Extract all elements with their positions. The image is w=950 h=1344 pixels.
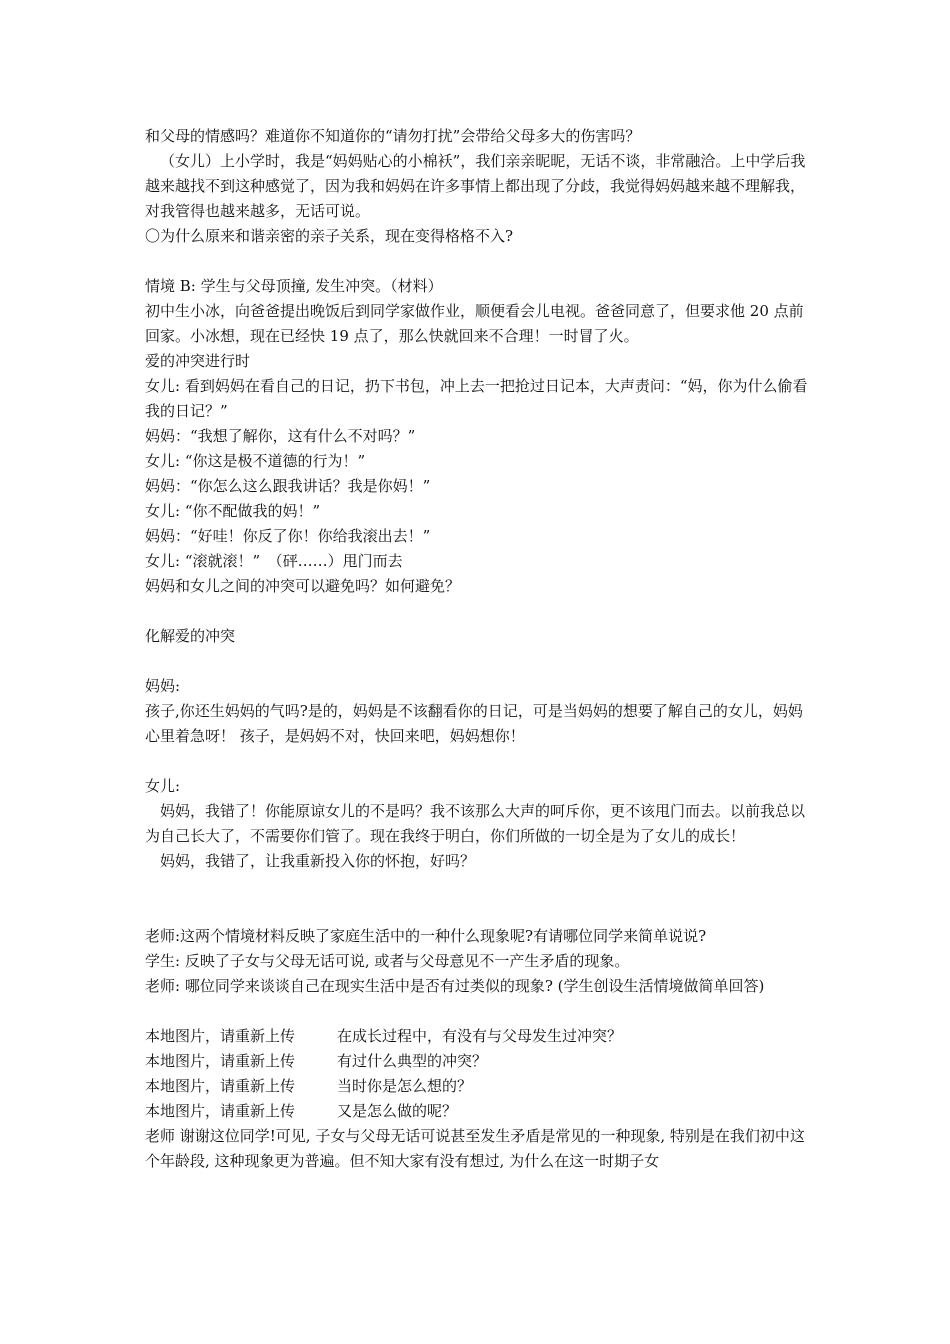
paragraph: 和父母的情感吗？难道你不知道你的“请勿打扰”会带给父母多大的伤害吗？ <box>145 127 641 145</box>
paragraph: 老师 谢谢这位同学!可见, 子女与父母无话可说甚至发生矛盾是常见的一种现象, 特别是在我们初中这个年龄段, 这种现象更为普遍。但不知大家有没有想过, 为什么在这一时期子女 <box>145 1127 805 1170</box>
dialogue-line: 女儿: “滚就滚！” （砰……）甩门而去 <box>145 552 403 570</box>
image-placeholder-text: 本地图片，请重新上传 <box>145 1027 296 1045</box>
image-placeholder-text: 本地图片，请重新上传 <box>145 1077 296 1095</box>
image-question-row <box>145 1049 815 1074</box>
blank-line <box>145 749 815 774</box>
dialogue-line: 妈妈：“好哇！你反了你！你给我滚出去！” <box>145 527 431 545</box>
dialogue-line: 老师: 哪位同学来谈谈自己在现实生活中是否有过类似的现象? (学生创设生活情境做简单回答) <box>145 977 765 995</box>
dialogue-line: 妈妈：“我想了解你，这有什么不对吗？” <box>145 427 416 445</box>
question-text: 有过什么典型的冲突？ <box>337 1052 488 1070</box>
paragraph: 妈妈，我错了！你能原谅女儿的不是吗？我不该那么大声的呵斥你，更不该甩门而去。以前我总以为自己长大了，不需要你们管了。现在我终于明白，你们所做的一切全是为了女儿的成长！ <box>145 802 806 845</box>
dialogue-line: 女儿: 看到妈妈在看自己的日记，扔下书包，冲上去一把抢过日记本，大声责问：“妈，你为什么偷看我的日记？” <box>145 377 808 420</box>
question-text: 又是怎么做的呢？ <box>337 1102 458 1120</box>
speaker-label: 妈妈: <box>145 677 181 695</box>
blank-line <box>145 999 815 1024</box>
paragraph: 妈妈，我错了，让我重新投入你的怀抱，好吗？ <box>160 852 476 870</box>
paragraph: 孩子,你还生妈妈的气吗?是的，妈妈是不该翻看你的日记，可是当妈妈的想要了解自己的女儿，妈妈心里着急呀！ 孩子，是妈妈不对，快回来吧，妈妈想你！ <box>145 702 803 745</box>
image-question-row <box>145 1099 815 1124</box>
section-heading: 情境 B: 学生与父母顶撞, 发生冲突。（材料） <box>145 277 443 295</box>
section-heading: 化解爱的冲突 <box>145 627 236 645</box>
image-placeholder-text: 本地图片，请重新上传 <box>145 1052 296 1070</box>
paragraph: 妈妈和女儿之间的冲突可以避免吗？如何避免？ <box>145 577 461 595</box>
dialogue-line: 女儿: “你不配做我的妈！” <box>145 502 321 520</box>
blank-line <box>145 874 815 899</box>
dialogue-line: 学生: 反映了子女与父母无话可说, 或者与父母意见不一产生矛盾的现象。 <box>145 952 630 970</box>
image-placeholder-text: 本地图片，请重新上传 <box>145 1102 296 1120</box>
image-question-row <box>145 1024 815 1049</box>
dialogue-line: 老师:这两个情境材料反映了家庭生活中的一种什么现象呢?有请哪位同学来简单说说? <box>145 927 707 945</box>
blank-line <box>145 249 815 274</box>
question-text: 当时你是怎么想的？ <box>337 1077 473 1095</box>
document-page <box>145 124 815 1174</box>
blank-line <box>145 649 815 674</box>
blank-line <box>145 899 815 924</box>
blank-line <box>145 599 815 624</box>
dialogue-line: 妈妈：“你怎么这么跟我讲话？我是你妈！” <box>145 477 431 495</box>
paragraph: 〇为什么原来和谐亲密的亲子关系，现在变得格格不入? <box>145 227 514 245</box>
speaker-label: 女儿: <box>145 777 181 795</box>
image-question-row <box>145 1074 815 1099</box>
paragraph: （女儿）上小学时，我是“妈妈贴心的小棉袄”，我们亲亲昵昵，无话不谈，非常融洽。上中学后我越来越找不到这种感觉了，因为我和妈妈在许多事情上都出现了分歧，我觉得妈妈越来越不理解我，对我管得也越来越多，无话可说。 <box>145 152 806 220</box>
paragraph: 爱的冲突进行时 <box>145 352 251 370</box>
paragraph: 初中生小冰，向爸爸提出晚饭后到同学家做作业，顺便看会儿电视。爸爸同意了，但要求他 20 点前回家。小冰想，现在已经快 19 点了，那么快就回来不合理！一时冒了火。 <box>145 302 804 345</box>
dialogue-line: 女儿: “你这是极不道德的行为！” <box>145 452 366 470</box>
question-text: 在成长过程中，有没有与父母发生过冲突？ <box>337 1027 623 1045</box>
